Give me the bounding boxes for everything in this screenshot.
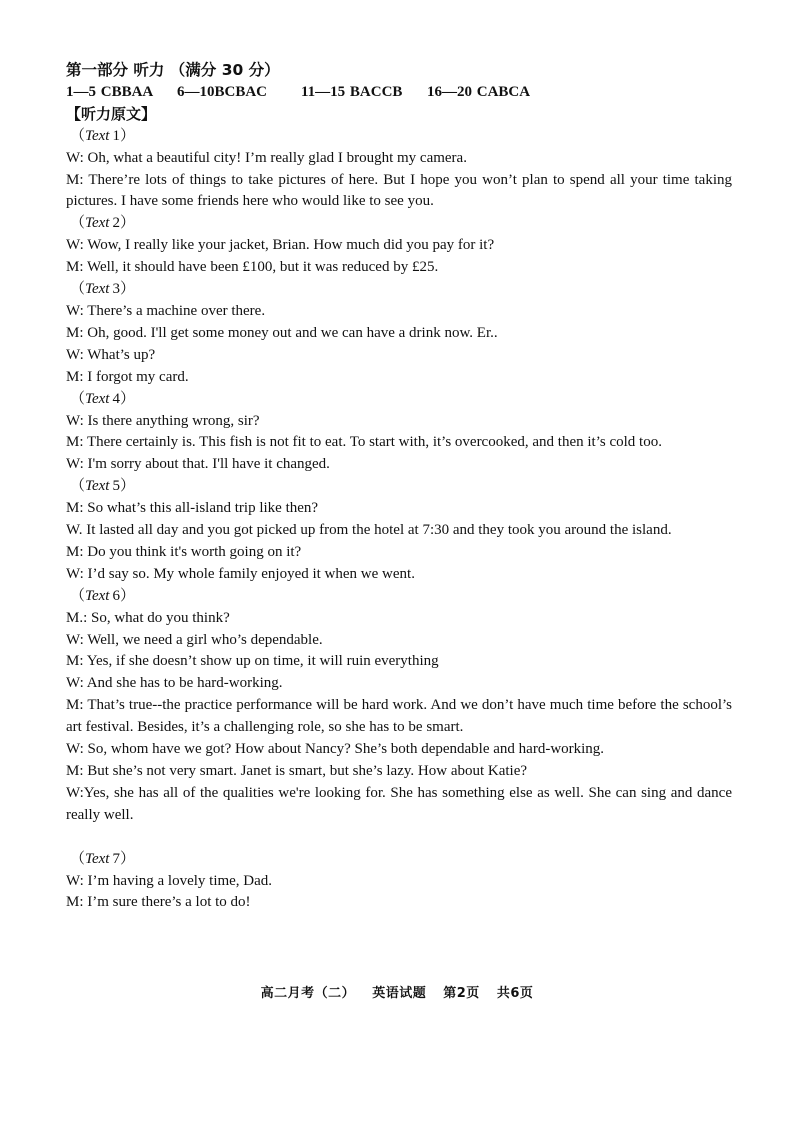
text-label-close: ） <box>119 281 135 298</box>
transcript-title: 【听力原文】 <box>66 104 157 123</box>
transcript-body <box>66 126 732 915</box>
text-label <box>66 476 732 498</box>
section-title: 第一部分 听力 （满分 30 分） <box>66 61 280 79</box>
text-label-open: （ <box>70 215 86 232</box>
dialogue-line: W: So, whom have we got? How about Nancy? She’s both dependable and hard-working. <box>66 741 605 758</box>
dialogue-line: M: So what’s this all-island trip like then? <box>66 500 319 517</box>
text-label-number: 6 <box>112 587 120 604</box>
answer-group-2: 6—10BCBAC <box>177 83 268 100</box>
text-label-number: 1 <box>112 127 120 144</box>
dialogue-line: M.: So, what do you think? <box>66 609 230 626</box>
page-footer <box>0 982 794 1001</box>
text-label <box>66 126 732 148</box>
text-label-open: （ <box>70 390 86 407</box>
dialogue-line: M: Yes, if she doesn’t show up on time, it will ruin everything <box>66 653 439 670</box>
text-label-open: （ <box>70 478 86 495</box>
text-label-word: Text <box>85 215 110 232</box>
text-label-word: Text <box>85 281 110 298</box>
text-label-word: Text <box>85 478 110 495</box>
dialogue-line: W:Yes, she has all of the qualities we're looking for. She has something else as well. She can sing and dance really well. <box>66 784 732 823</box>
dialogue-line: W: Oh, what a beautiful city! I’m really glad I brought my camera. <box>66 149 467 166</box>
answer-key <box>66 82 732 104</box>
dialogue-line: W: I'm sorry about that. I'll have it changed. <box>66 456 330 473</box>
dialogue-line: M: Well, it should have been £100, but it was reduced by £25. <box>66 259 439 276</box>
text-label <box>66 213 732 235</box>
text-label-open: （ <box>70 127 86 144</box>
answer-group-1: 1—5 CBBAA <box>66 83 154 100</box>
dialogue-line: M: There certainly is. This fish is not fit to eat. To start with, it’s overcooked, and then it’s cold too. <box>66 434 662 451</box>
dialogue-line: W: I’d say so. My whole family enjoyed it when we went. <box>66 565 415 582</box>
dialogue-line: W: Well, we need a girl who’s dependable. <box>66 631 323 648</box>
text-label-close: ） <box>119 587 135 604</box>
text-label-close: ） <box>119 850 135 867</box>
text-label-word: Text <box>85 390 110 407</box>
dialogue-line: W: What’s up? <box>66 346 156 363</box>
dialogue-line: W: Is there anything wrong, sir? <box>66 412 260 429</box>
dialogue-line: M: But she’s not very smart. Janet is smart, but she’s lazy. How about Katie? <box>66 763 528 779</box>
dialogue-line: M: There’re lots of things to take pictures of here. But I hope you won’t plan to spend all your time taking pictures. I have some friends here who would like to see you. <box>66 171 732 210</box>
text-label-close: ） <box>119 127 135 144</box>
text-label-close: ） <box>119 478 135 495</box>
text-label-open: （ <box>70 587 86 604</box>
footer-page: 第2页 <box>443 986 480 1001</box>
answer-group-3: 11—15 BACCB <box>301 83 403 100</box>
dialogue-line: W: There’s a machine over there. <box>66 302 266 319</box>
text-label <box>66 586 732 608</box>
text-label <box>66 389 732 411</box>
text-label-number: 4 <box>112 390 120 407</box>
dialogue-line: M: I forgot my card. <box>66 368 189 385</box>
dialogue-line: W. It lasted all day and you got picked up from the hotel at 7:30 and they took you around the island. <box>66 522 672 539</box>
dialogue-line: W: I’m having a lovely time, Dad. <box>66 872 273 889</box>
text-label-open: （ <box>70 281 86 298</box>
dialogue-line: M: Do you think it's worth going on it? <box>66 543 302 560</box>
text-label-number: 2 <box>112 215 120 232</box>
answer-group-4: 16—20 CABCA <box>427 83 531 100</box>
text-label <box>66 849 732 871</box>
section-spacer <box>66 827 732 849</box>
dialogue-line: M: Oh, good. I'll get some money out and we can have a drink now. Er.. <box>66 324 498 341</box>
text-label-close: ） <box>119 390 135 407</box>
text-label-word: Text <box>85 127 110 144</box>
text-label <box>66 279 732 301</box>
dialogue-line: M: I’m sure there’s a lot to do! <box>66 894 251 911</box>
text-label-open: （ <box>70 850 86 867</box>
text-label-number: 3 <box>112 281 120 298</box>
text-label-word: Text <box>85 587 110 604</box>
dialogue-line: W: Wow, I really like your jacket, Brian. How much did you pay for it? <box>66 237 495 254</box>
footer-subject: 英语试题 <box>372 986 427 1001</box>
document-page <box>66 60 732 914</box>
footer-exam: 高二月考（二） <box>260 986 356 1001</box>
text-label-number: 5 <box>112 478 120 495</box>
dialogue-line: W: And she has to be hard-working. <box>66 675 283 692</box>
text-label-word: Text <box>85 850 110 867</box>
footer-total: 共6页 <box>496 986 534 1001</box>
text-label-number: 7 <box>112 850 120 867</box>
text-label-close: ） <box>119 215 135 232</box>
dialogue-line: M: That’s true--the practice performance will be hard work. And we don’t have much time before the school’s art festival. Besides, it’s a challenging role, so she has to be smart. <box>66 697 732 736</box>
